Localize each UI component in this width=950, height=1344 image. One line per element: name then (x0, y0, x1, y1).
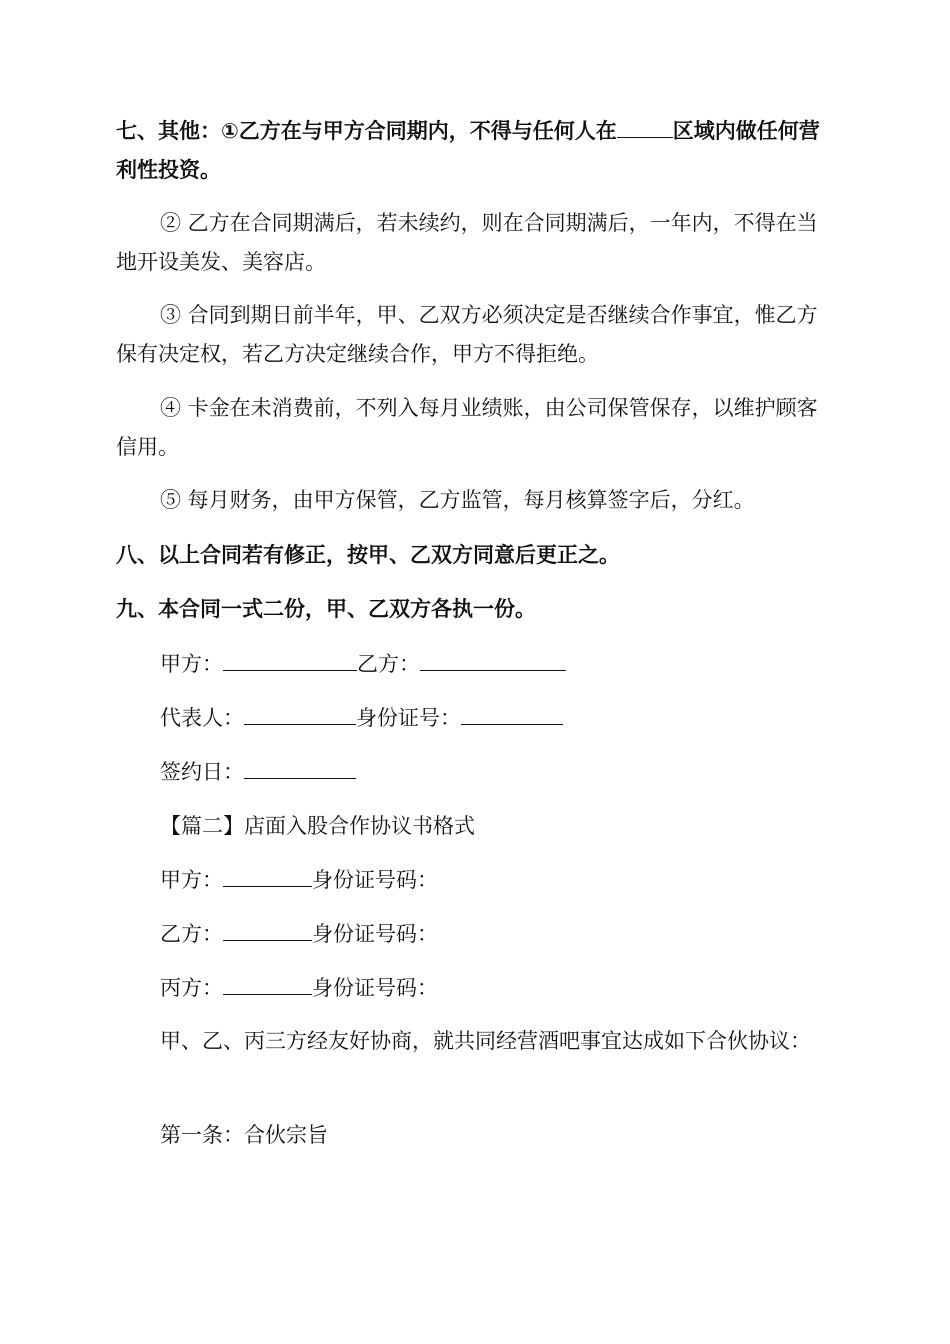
signature-date-line (160, 757, 356, 787)
sign-date-blank (244, 760, 356, 779)
part-2-article-1: 第一条：合伙宗旨 (160, 1123, 328, 1147)
part-2-party-b-line (160, 919, 438, 949)
part-2-party-b-blank (223, 922, 312, 941)
party-a-label: 甲方： (160, 652, 223, 676)
representative-blank (244, 706, 356, 725)
part-2-party-c-label: 丙方： (160, 976, 223, 1000)
signature-representative-line (160, 703, 563, 733)
id-number-blank (461, 706, 563, 725)
part-2-party-c-blank (223, 976, 312, 995)
part-2-party-a-line (160, 865, 438, 895)
clause-7-text-a: 七、其他：①乙方在与甲方合同期内，不得与任何人在 (116, 119, 617, 143)
signature-parties-line (160, 649, 566, 679)
part-2-party-c-line (160, 973, 438, 1003)
clause-7-item-2: ② 乙方在合同期满后，若未续约，则在合同期满后，一年内，不得在当地开设美发、美容店。 (116, 211, 818, 274)
part-2-party-c-id-label: 身份证号码： (312, 976, 438, 1000)
part-2-party-b-label: 乙方： (160, 922, 223, 946)
clause-9: 九、本合同一式二份，甲、乙双方各执一份。 (116, 597, 536, 621)
representative-label: 代表人： (160, 706, 244, 730)
part-2-heading: 【篇二】店面入股合作协议书格式 (160, 814, 475, 838)
part-2-intro: 甲、乙、丙三方经友好协商，就共同经营酒吧事宜达成如下合伙协议： (160, 1029, 811, 1053)
party-b-blank (420, 652, 566, 671)
part-2-party-a-id-label: 身份证号码： (312, 868, 438, 892)
clause-7 (116, 112, 821, 190)
clause-7-text-b: 区域内做任何营利性投资。 (116, 119, 820, 182)
clause-7-item-5: ⑤ 每月财务，由甲方保管，乙方监管，每月核算签字后，分红。 (160, 488, 755, 512)
part-2-party-a-label: 甲方： (160, 868, 223, 892)
clause-7-blank (617, 119, 673, 138)
id-number-label: 身份证号： (356, 706, 461, 730)
sign-date-label: 签约日： (160, 760, 244, 784)
clause-7-item-3: ③ 合同到期日前半年，甲、乙双方必须决定是否继续合作事宜，惟乙方保有决定权，若乙方决定继续合作，甲方不得拒绝。 (116, 303, 818, 366)
part-2-party-a-blank (223, 868, 312, 887)
part-2-party-b-id-label: 身份证号码： (312, 922, 438, 946)
party-b-label: 乙方： (357, 652, 420, 676)
party-a-blank (223, 652, 357, 671)
clause-7-item-4: ④ 卡金在未消费前，不列入每月业绩账，由公司保管保存，以维护顾客信用。 (116, 396, 818, 459)
clause-8: 八、以上合同若有修正，按甲、乙双方同意后更正之。 (116, 543, 620, 567)
